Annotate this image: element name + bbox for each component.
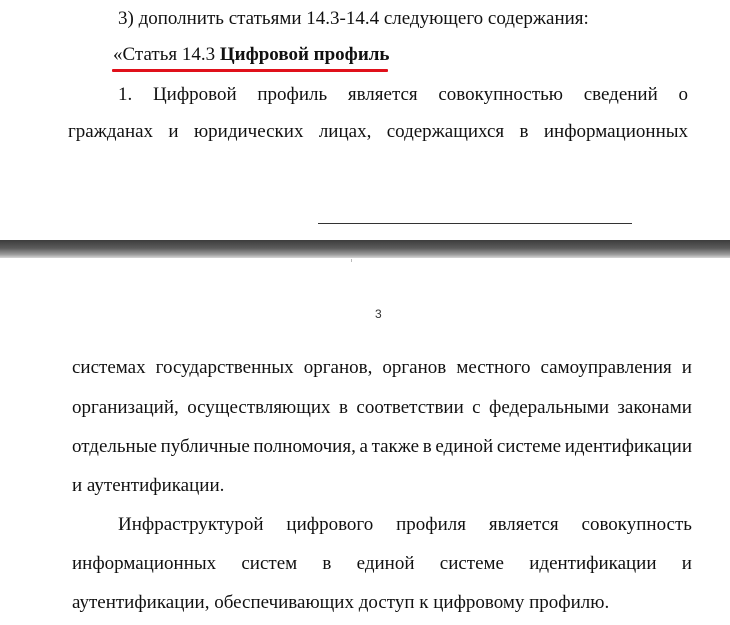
article-number: «Статья 14.3 — [113, 44, 216, 65]
word: информационных — [72, 553, 217, 574]
word: информационных — [543, 121, 688, 142]
paragraph-2-line-1 — [118, 514, 692, 536]
word: организаций, — [72, 397, 179, 418]
page-break-gap — [0, 240, 730, 258]
word: и — [681, 357, 692, 378]
word: органов — [382, 357, 447, 378]
word: систем — [241, 553, 298, 574]
word: и — [168, 121, 179, 142]
page-edge-mark — [351, 259, 352, 262]
word: а — [359, 436, 368, 457]
clause-1-line — [118, 84, 688, 106]
word: идентификации — [529, 553, 657, 574]
word: полномочия, — [253, 436, 356, 457]
word: является — [488, 514, 559, 535]
word: совокупность — [581, 514, 692, 535]
word: также — [371, 436, 420, 457]
word: в — [422, 436, 432, 457]
word: публичные — [160, 436, 250, 457]
word: юридических — [193, 121, 304, 142]
word: осуществляющих — [187, 397, 331, 418]
word: самоуправления — [540, 357, 672, 378]
word: профиль — [257, 84, 328, 105]
footnote-separator — [318, 223, 632, 224]
amendment-line: 3) дополнить статьями 14.3-14.4 следующего содержания: — [118, 8, 589, 29]
word: лицах, — [318, 121, 372, 142]
word: профиля — [396, 514, 466, 535]
word: гражданах — [68, 121, 154, 142]
word: содержащихся — [386, 121, 505, 142]
paragraph-2-line-2 — [72, 553, 692, 575]
word: Инфраструктурой — [118, 514, 264, 535]
word: органов, — [303, 357, 373, 378]
word: и — [681, 553, 692, 574]
word: законами — [617, 397, 692, 418]
word: Цифровой — [152, 84, 237, 105]
paragraph-2-line-3: аутентификации, обеспечивающих доступ к цифровому профилю. — [72, 592, 610, 613]
word: системе — [439, 553, 504, 574]
article-title: Цифровой профиль — [219, 44, 390, 65]
page-number: 3 — [375, 307, 382, 321]
word: 1. — [118, 84, 133, 105]
word: отдельные — [72, 436, 157, 457]
word: сведений — [583, 84, 658, 105]
word: федеральными — [489, 397, 609, 418]
article-heading — [113, 44, 389, 66]
paragraph-1-line-3 — [72, 436, 692, 458]
word: соответствии — [356, 397, 464, 418]
word: идентификации — [564, 436, 692, 457]
word: единой — [435, 436, 494, 457]
word: в — [338, 397, 348, 418]
word: является — [347, 84, 418, 105]
paragraph-1-line-4: и аутентификации. — [72, 475, 225, 496]
word: с — [472, 397, 481, 418]
red-underline-mark — [112, 69, 388, 72]
paragraph-1-line-1 — [72, 357, 692, 379]
word: цифрового — [286, 514, 374, 535]
word: в — [519, 121, 529, 142]
word: местного — [456, 357, 531, 378]
word: единой — [356, 553, 415, 574]
word: о — [678, 84, 688, 105]
word: системах — [72, 357, 146, 378]
paragraph-1-line-2 — [72, 397, 692, 419]
word: в — [322, 553, 332, 574]
word: государственных — [155, 357, 294, 378]
clause-1-continuation — [68, 121, 688, 143]
word: совокупностью — [438, 84, 563, 105]
word: системе — [496, 436, 562, 457]
document-page-upper — [0, 0, 730, 240]
